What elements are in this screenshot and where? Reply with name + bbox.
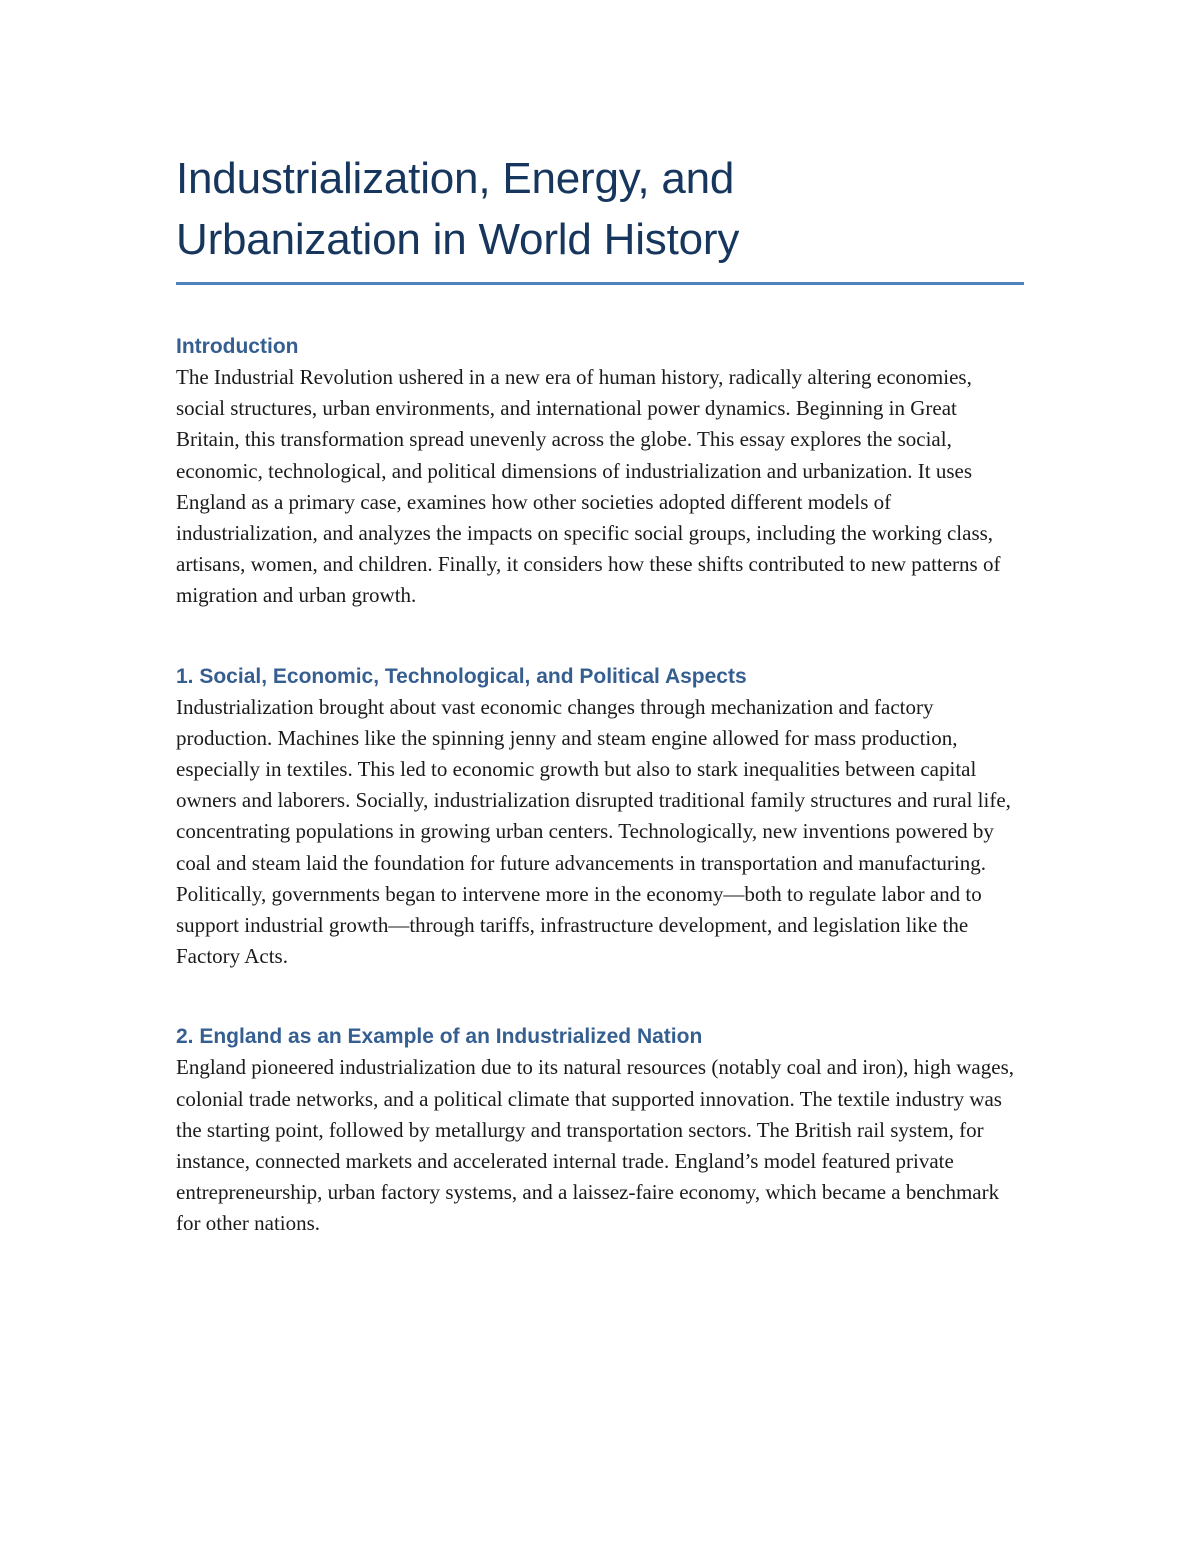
section-england bbox=[176, 1022, 1024, 1239]
section-aspects bbox=[176, 662, 1024, 973]
section-body: England pioneered industrialization due to its natural resources (notably coal and iron), high wages, colonial trade networks, and a political climate that supported innovation. The textile industry was the starting point, followed by metallurgy and transportation sectors. The British rail system, for instance, connected markets and accelerated internal trade. England’s model featured private entrepreneurship, urban factory systems, and a laissez-faire economy, which became a benchmark for other nations. bbox=[176, 1055, 1015, 1236]
section-heading: 2. England as an Example of an Industrialized Nation bbox=[176, 1025, 703, 1049]
section-body: The Industrial Revolution ushered in a new era of human history, radically altering economies, social structures, urban environments, and international power dynamics. Beginning in Great Britain, this transformation spread unevenly across the globe. This essay explores the social, economic, technological, and political dimensions of industrialization and urbanization. It uses England as a primary case, examines how other societies adopted different models of industrialization, and analyzes the impacts on specific social groups, including the working class, artisans, women, and children. Finally, it considers how these shifts contributed to new patterns of migration and urban growth. bbox=[176, 365, 1001, 608]
document-title-line-2: Urbanization in World History bbox=[176, 215, 740, 264]
document-title bbox=[176, 148, 1024, 282]
document-content bbox=[176, 148, 1024, 1240]
document-title-line-1: Industrialization, Energy, and bbox=[176, 154, 735, 203]
section-heading: 1. Social, Economic, Technological, and Political Aspects bbox=[176, 664, 747, 688]
section-introduction bbox=[176, 332, 1024, 612]
section-heading: Introduction bbox=[176, 335, 299, 358]
section-body: Industrialization brought about vast economic changes through mechanization and factory production. Machines like the spinning jenny and steam engine allowed for mass production, especially in textiles. This led to economic growth but also to stark inequalities between capital owners and laborers. Socially, industrialization disrupted traditional family structures and rural life, concentrating populations in growing urban centers. Technologically, new inventions powered by coal and steam laid the foundation for future advancements in transportation and manufacturing. Politically, governments began to intervene more in the economy—both to regulate labor and to support industrial growth—through tariffs, infrastructure development, and legislation like the Factory Acts. bbox=[176, 694, 1011, 969]
title-underline-rule bbox=[176, 282, 1024, 285]
